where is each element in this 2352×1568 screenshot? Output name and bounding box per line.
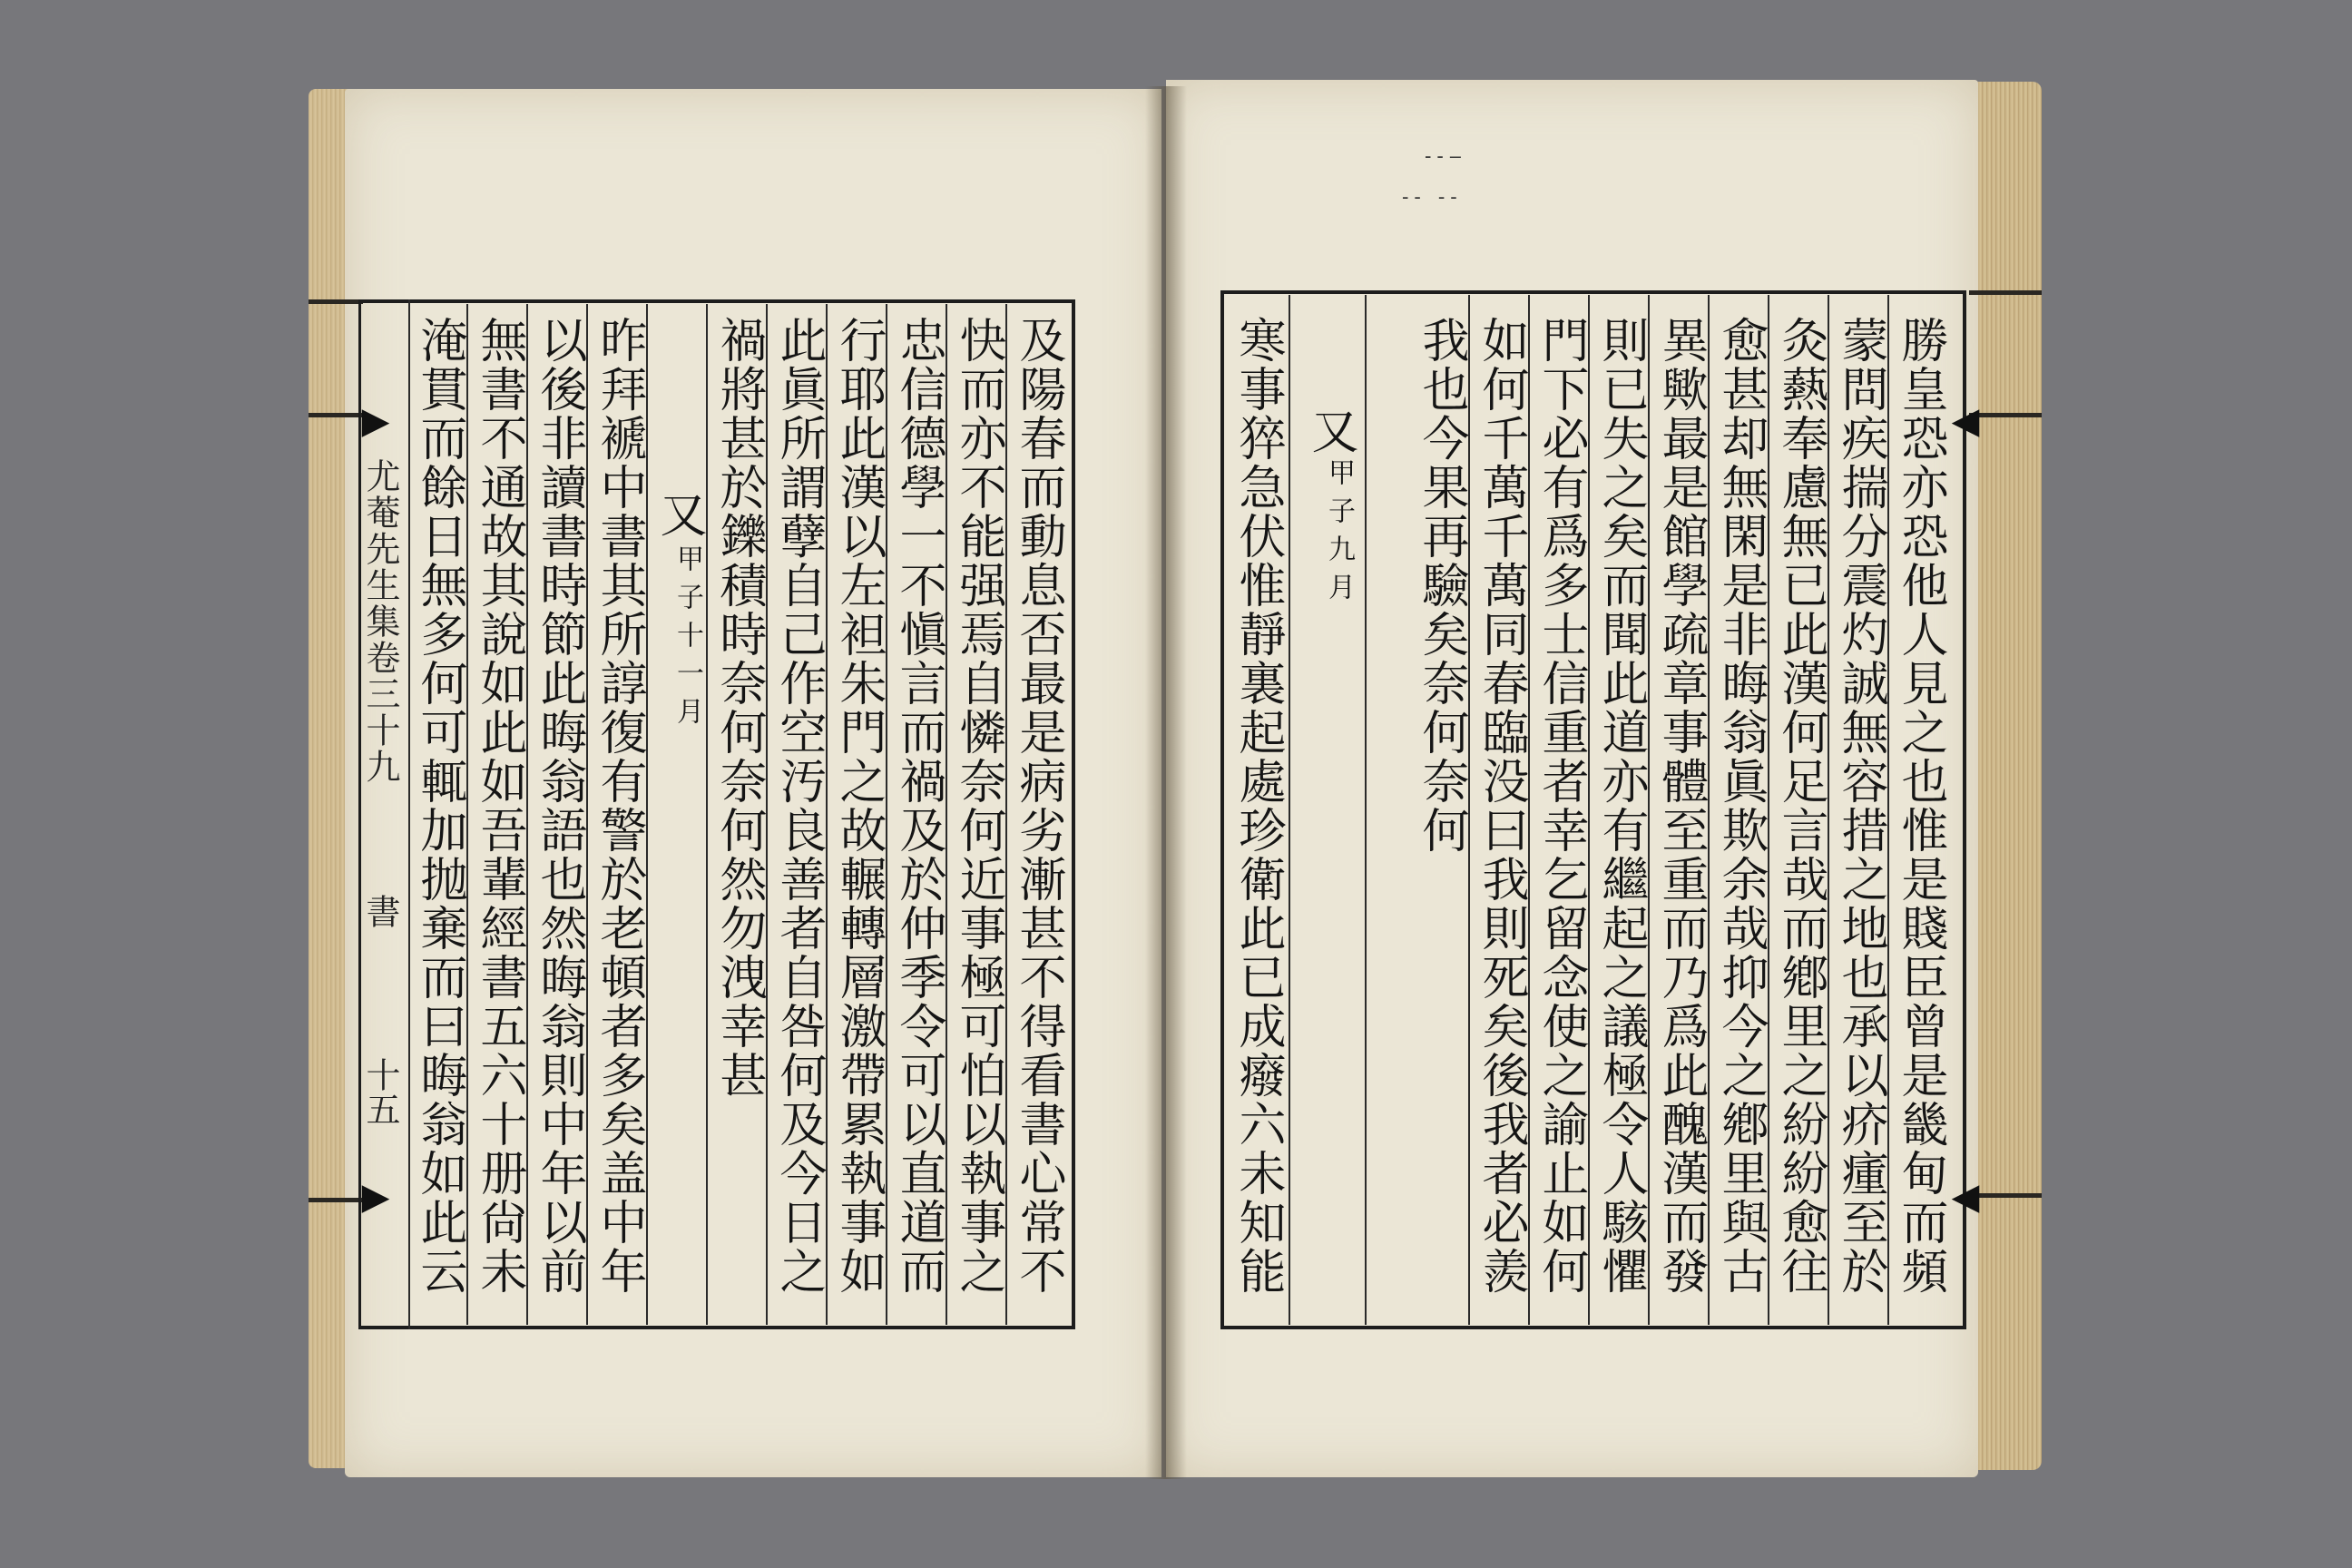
text-column: 淹貫而餘日無多何可輒加抛棄而曰晦翁如此云	[412, 316, 466, 1296]
text-column: 禍將甚於鑠積時奈何奈何然勿洩幸甚	[711, 316, 766, 1100]
text-column: 門下必有爲多士信重者幸乞留念使之諭止如何	[1534, 316, 1588, 1296]
text-column: 灸爇奉慮無已此漢何足言哉而鄕里之紛紛愈往	[1773, 316, 1828, 1296]
fishtail-bottom-icon: ▶	[361, 1176, 390, 1218]
column-rule	[1289, 295, 1290, 1325]
fishtail-top-icon: ▶	[361, 400, 390, 442]
text-column: 行耶此漢以左袒朱門之故輾轉層激帶累執事如	[831, 316, 886, 1296]
text-column: 忠信德學一不愼言而禍及於仲季令可以直道而	[891, 316, 946, 1296]
column-rule	[466, 304, 468, 1325]
letter-heading: 又	[1303, 407, 1357, 456]
book-gutter	[1145, 86, 1187, 1479]
text-column: 此眞所謂孽自己作空汚良善者自咎何及今日之	[771, 316, 826, 1296]
column-rule	[1768, 295, 1769, 1325]
column-rule	[1365, 295, 1367, 1325]
column-rule	[886, 304, 887, 1325]
column-rule	[1468, 295, 1470, 1325]
text-column: 昨拜褫中書其所諄復有警於老頓者多矣盖中年	[592, 316, 646, 1296]
letter-heading: 又	[652, 490, 706, 539]
text-column: 則已失之矣而聞此道亦有繼起之議極令人駭懼	[1593, 316, 1648, 1296]
column-rule	[586, 304, 588, 1325]
binding-thread	[309, 299, 363, 304]
letter-date: 甲子九月	[1323, 458, 1355, 611]
column-rule	[706, 304, 708, 1325]
text-column: 愈甚却無閑是非晦翁眞欺余哉抑今之鄕里與古	[1713, 316, 1768, 1296]
column-rule	[826, 304, 828, 1325]
binding-thread	[1969, 290, 2042, 295]
text-column: 寒事猝急伏惟靜裏起處珍衛此已成癈六未知能	[1230, 316, 1285, 1296]
text-column: 勝皇恐亦恐他人見之也惟是賤臣曾是畿甸而頻	[1893, 316, 1947, 1296]
text-column: 我也今果再驗矣奈何奈何	[1414, 316, 1468, 855]
column-rule	[1708, 295, 1710, 1325]
fishtail-bottom-icon: ◀	[1951, 1176, 1980, 1218]
text-column: 及陽春而動息否最是病劣漸甚不得看書心常不	[1011, 316, 1065, 1296]
column-rule	[1887, 295, 1889, 1325]
column-rule	[1005, 304, 1007, 1325]
text-column: 如何千萬千萬同春臨没曰我則死矣後我者必羨	[1474, 316, 1528, 1296]
text-column: 以後非讀書時節此晦翁語也然晦翁則中年以前	[532, 316, 586, 1296]
banxin-section: 書	[360, 894, 400, 928]
column-rule	[1588, 295, 1590, 1325]
text-column: 異歟最是館學疏章事體至重而乃爲此醜漢而發	[1653, 316, 1708, 1296]
column-rule	[646, 304, 648, 1325]
column-rule	[1828, 295, 1829, 1325]
banxin-folio: 十五	[360, 1057, 400, 1126]
column-rule	[766, 304, 768, 1325]
ink-smudge: -- ‑‑	[1402, 186, 1463, 209]
fishtail-top-icon: ◀	[1951, 400, 1980, 442]
letter-date: 甲子十一月	[671, 544, 703, 735]
banxin-title: 尤菴先生集卷三十九	[360, 458, 400, 785]
column-rule	[526, 304, 528, 1325]
column-rule	[1528, 295, 1530, 1325]
text-column: 快而亦不能强焉自憐奈何近事極可怕以執事之	[951, 316, 1005, 1296]
ink-smudge: ‐‑‒	[1425, 145, 1467, 168]
column-rule	[946, 304, 947, 1325]
banxin-rule	[408, 299, 410, 1329]
column-rule	[1648, 295, 1650, 1325]
text-column: 蒙問疾揣分震灼誠無容措之地也承以疥瘇至於	[1833, 316, 1887, 1296]
text-column: 無書不通故其說如此如吾輩經書五六十册尙未	[472, 316, 526, 1296]
